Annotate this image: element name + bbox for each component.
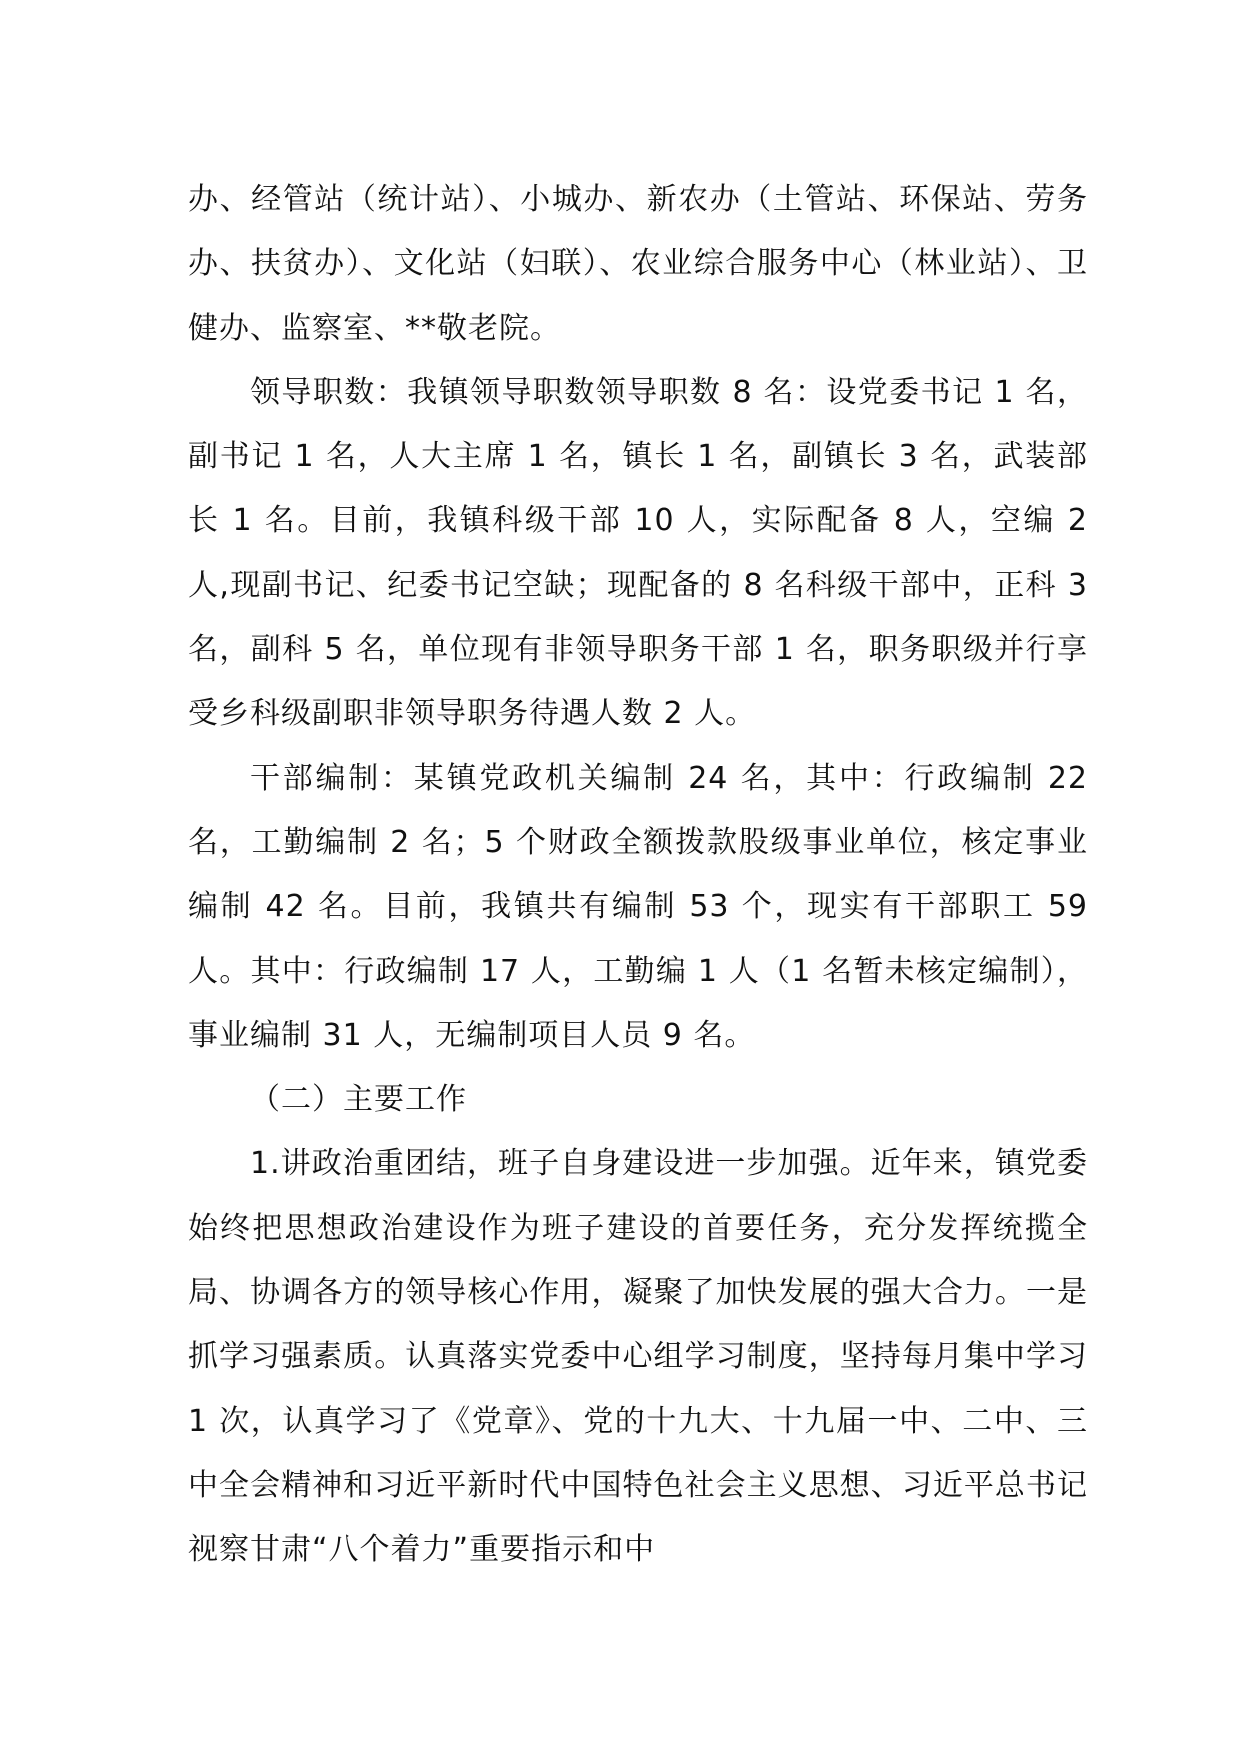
paragraph-political-building: 1.讲政治重团结，班子自身建设进一步加强。近年来，镇党委始终把思想政治建设作为班子建设的首要任务，充分发挥统揽全局、协调各方的领导核心作用，凝聚了加快发展的强大合力。一是抓学习强素质。认真落实党委中心组学习制度，坚持每月集中学习 1 次，认真学习了《党章》、党的十九大、十九届一中、二中、三中全会精神和习近平新时代中国特色社会主义思想、习近平总书记视察甘肃“八个着力”重要指示和中 [188,1146,1088,1568]
section-heading-main-work: （二）主要工作 [250,1082,467,1118]
paragraph-office-list: 办、经管站（统计站）、小城办、新农办（土管站、环保站、劳务办、扶贫办）、文化站（妇联）、农业综合服务中心（林业站）、卫健办、监察室、**敬老院。 [188,182,1088,346]
paragraph-leadership-positions: 领导职数：我镇领导职数领导职数 8 名：设党委书记 1 名，副书记 1 名，人大主席 1 名，镇长 1 名，副镇长 3 名，武装部长 1 名。目前，我镇科级干部 10 人，实际配备 8 人，空编 2 人,现副书记、纪委书记空缺；现配备的 8 名科级干部中，正科 3 名，副科 5 名，单位现有非领导职务干部 1 名，职务职级并行享受乡科级副职非领导职务待遇人数 2 人。 [188,374,1088,732]
paragraph-staffing: 干部编制：某镇党政机关编制 24 名，其中：行政编制 22 名，工勤编制 2 名；5 个财政全额拨款股级事业单位，核定事业编制 42 名。目前，我镇共有编制 53 个，现实有干部职工 59 人。其中：行政编制 17 人，工勤编 1 人（1 名暂未核定编制），事业编制 31 人，无编制项目人员 9 名。 [188,760,1088,1053]
body-text [188,168,1088,1583]
